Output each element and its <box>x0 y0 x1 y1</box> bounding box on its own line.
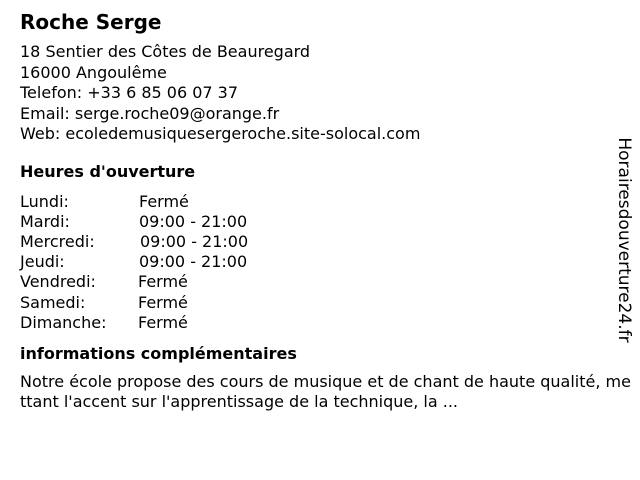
hours-value: 09:00 - 21:00 <box>139 252 248 272</box>
hours-row-thursday <box>20 252 620 272</box>
hours-value: Fermé <box>138 272 188 292</box>
hours-row-tuesday <box>20 212 620 232</box>
contact-info <box>20 42 620 145</box>
hours-row-saturday <box>20 293 620 313</box>
business-description: Notre école propose des cours de musique et de chant de haute qualité, mettant l'accent sur l'apprentissage de la technique, la ... <box>20 371 631 412</box>
day-label: Samedi: <box>20 292 86 312</box>
opening-hours-table <box>20 192 620 333</box>
business-name: Roche Serge <box>20 10 162 34</box>
additional-info-heading: informations complémentaires <box>20 343 297 363</box>
hours-value: 09:00 - 21:00 <box>139 211 248 231</box>
hours-row-sunday <box>20 313 620 333</box>
hours-value: Fermé <box>138 292 188 312</box>
address-street: 18 Sentier des Côtes de Beauregard <box>20 42 311 61</box>
hours-value: Fermé <box>139 191 189 211</box>
day-label: Jeudi: <box>20 252 65 272</box>
day-label: Mardi: <box>20 211 70 231</box>
website-link[interactable]: Web: ecoledemusiquesergeroche.site-solocal.com <box>20 124 421 143</box>
day-label: Lundi: <box>20 191 69 211</box>
day-label: Dimanche: <box>20 312 107 332</box>
hours-value: Fermé <box>138 312 188 332</box>
opening-hours-heading: Heures d'ouverture <box>20 161 196 181</box>
day-label: Vendredi: <box>20 272 96 292</box>
phone-number[interactable]: Telefon: +33 6 85 06 07 37 <box>20 83 239 102</box>
address-city: 16000 Angoulême <box>20 62 167 82</box>
hours-row-monday <box>20 192 620 212</box>
site-watermark: Horairesdouverture24.fr <box>614 137 634 343</box>
day-label: Mercredi: <box>20 231 95 251</box>
hours-value: 09:00 - 21:00 <box>140 231 249 251</box>
hours-row-friday <box>20 272 620 292</box>
hours-row-wednesday <box>20 232 620 252</box>
email-address[interactable]: Email: serge.roche09@orange.fr <box>20 103 280 123</box>
